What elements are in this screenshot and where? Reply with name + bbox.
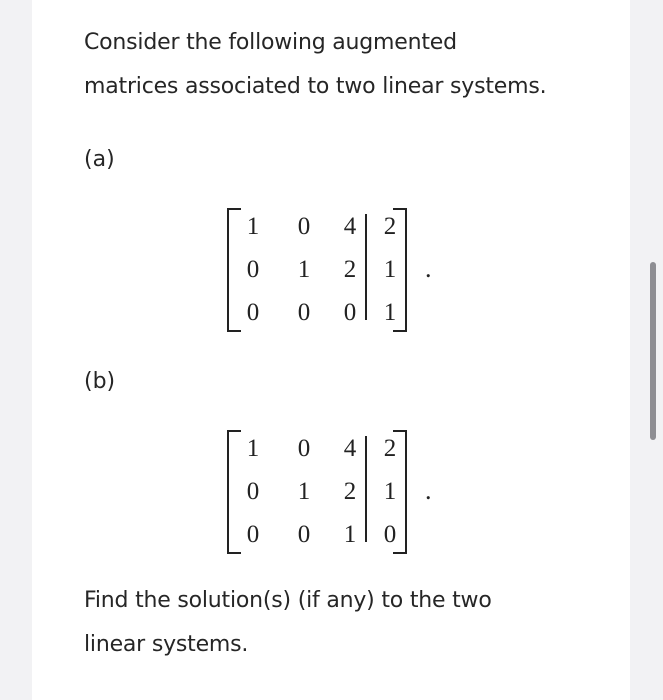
matrix-a-cell: 1	[246, 213, 260, 240]
matrix-b-cell: 1	[383, 478, 397, 505]
matrix-a-cell: 1	[297, 256, 311, 283]
matrix-b-cell: 1	[246, 435, 260, 462]
intro-line-2: matrices associated to two linear systems.	[84, 74, 547, 99]
augmented-matrix-a	[227, 208, 467, 328]
matrix-a-cell: 0	[246, 256, 260, 283]
matrix-a-cell: 4	[343, 213, 357, 240]
augmented-matrix-b	[227, 430, 467, 550]
matrix-b-cell: 0	[297, 435, 311, 462]
matrix-b-cell: 1	[297, 478, 311, 505]
matrix-a-cell: 1	[383, 299, 397, 326]
matrix-b-cell: 2	[343, 478, 357, 505]
matrix-b-cell: 2	[383, 435, 397, 462]
augment-separator	[365, 436, 367, 542]
matrix-b-cell: 1	[343, 521, 357, 548]
matrix-a-period: .	[425, 254, 432, 283]
intro-line-1: Consider the following augmented	[84, 30, 457, 55]
outro-line-1: Find the solution(s) (if any) to the two	[84, 588, 492, 613]
matrix-b-cell: 0	[246, 478, 260, 505]
matrix-a-cell: 2	[343, 256, 357, 283]
matrix-a-cell: 2	[383, 213, 397, 240]
matrix-a-cell: 0	[246, 299, 260, 326]
matrix-b-period: .	[425, 476, 432, 505]
part-b-label: (b)	[84, 369, 116, 394]
outro-line-2: linear systems.	[84, 632, 249, 657]
part-a-label: (a)	[84, 147, 115, 172]
vertical-scrollbar[interactable]	[650, 262, 656, 440]
matrix-b-cell: 0	[383, 521, 397, 548]
matrix-a-cell: 0	[297, 213, 311, 240]
matrix-b-cell: 4	[343, 435, 357, 462]
matrix-a-cell: 0	[297, 299, 311, 326]
matrix-a-cell: 0	[343, 299, 357, 326]
matrix-b-cell: 0	[297, 521, 311, 548]
matrix-b-cell: 0	[246, 521, 260, 548]
matrix-a-cell: 1	[383, 256, 397, 283]
augment-separator	[365, 214, 367, 320]
